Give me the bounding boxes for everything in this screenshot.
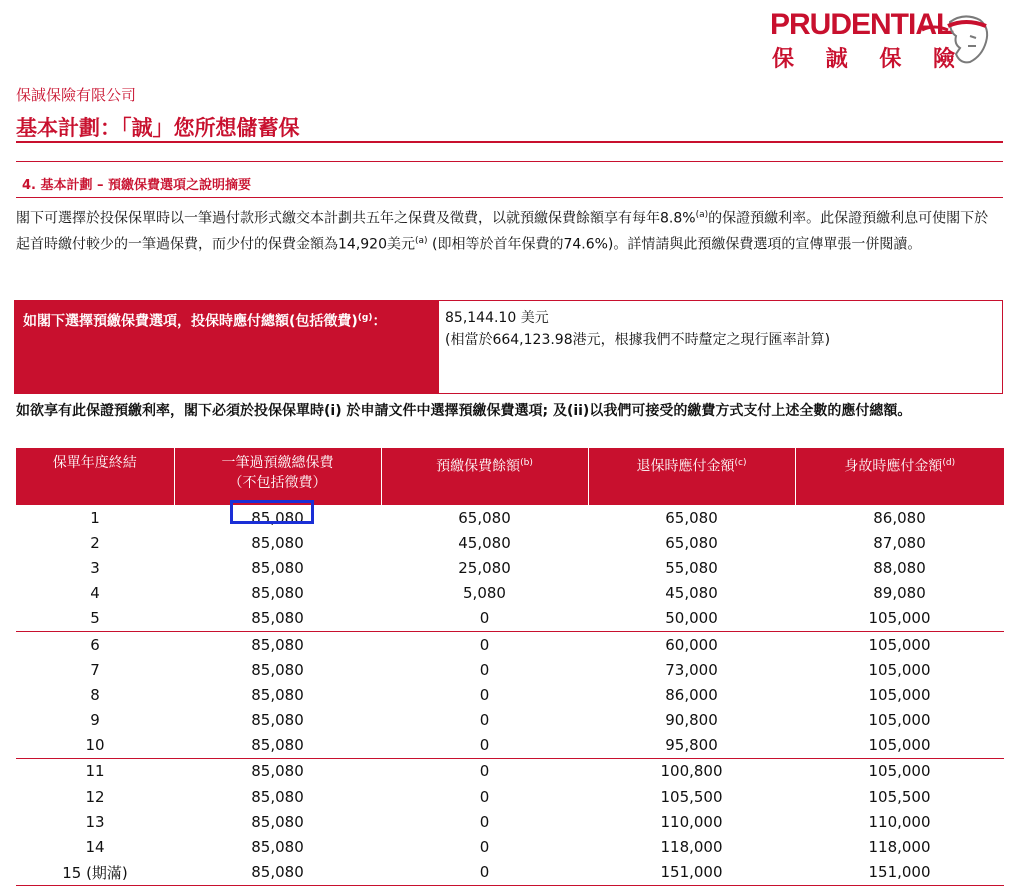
- table-cell: 105,000: [868, 685, 931, 704]
- table-row: [16, 581, 1004, 606]
- table-row: [16, 733, 1004, 759]
- table-cell: 55,080: [665, 558, 718, 577]
- table-cell: 105,000: [868, 762, 931, 781]
- table-cell: 0: [381, 860, 588, 886]
- table-cell: 85,080: [251, 787, 304, 806]
- table-cell: 10: [16, 733, 174, 759]
- table-cell: 14: [85, 838, 105, 857]
- table-cell: 110,000: [660, 812, 723, 831]
- table-cell: 87,080: [873, 533, 926, 552]
- table-row: [16, 657, 1004, 682]
- table-cell: 65,080: [665, 508, 718, 527]
- table-cell: 85,080: [251, 812, 304, 831]
- table-cell: 15 (期滿): [16, 860, 174, 886]
- table-cell: 0: [479, 660, 490, 679]
- table-row: [16, 834, 1004, 859]
- table-cell: 105,500: [660, 787, 723, 806]
- table-row: [16, 682, 1004, 707]
- table-row: [16, 631, 1004, 657]
- table-cell: 0: [381, 606, 588, 632]
- table-cell: 6: [90, 635, 100, 654]
- table-cell: 110,000: [868, 812, 931, 831]
- table-cell: 0: [479, 711, 490, 730]
- table-cell: 0: [479, 635, 490, 654]
- table-cell: 0: [479, 812, 490, 831]
- table-cell: 5,080: [463, 584, 506, 603]
- company-name: 保誠保險有限公司: [16, 86, 137, 104]
- table-cell: 85,080: [251, 711, 304, 730]
- column-header: 身故時應付金額$^{(d)}$: [795, 448, 1004, 505]
- table-cell: 7: [90, 660, 100, 679]
- table-cell: 8: [90, 685, 100, 704]
- total-payable-value: [445, 307, 830, 351]
- total-payable-box: [14, 300, 1003, 394]
- table-cell: 89,080: [873, 584, 926, 603]
- table-cell: 3: [90, 558, 100, 577]
- total-payable-label: 如閣下選擇預繳保費選項，投保時應付總額(包括徵費)$^{(g)}$：: [15, 301, 439, 393]
- summary-paragraph: 閣下可選擇於投保保單時以一筆過付款形式繳交本計劃共五年之保費及徵費，以就預繳保費餘額享有每年8.8%$^{(a)}$的保證預繳利率。此保證預繳利息可使閣下於起首時繳付較少的一筆過保費，而少付的保費金額為14,920美元$^{(a)}$ (即相等於首年保費的74.6%)。詳情請與此預繳保費選項的宣傳單張一併閱讀。: [16, 210, 989, 253]
- prudential-logo: [770, 8, 1010, 72]
- table-cell: 85,080: [251, 635, 304, 654]
- table-row: [16, 708, 1004, 733]
- table-row: [16, 530, 1004, 555]
- title-divider: [16, 141, 1003, 143]
- table-row: [16, 860, 1004, 886]
- table-cell: 0: [479, 762, 490, 781]
- column-header: 退保時應付金額$^{(c)}$: [588, 448, 795, 505]
- table-cell: 85,080: [251, 508, 304, 527]
- table-row: [16, 784, 1004, 809]
- highlight-box: [230, 500, 314, 524]
- table-cell: 65,080: [458, 508, 511, 527]
- section-top-rule: [16, 161, 1003, 162]
- logo-english: PRUDENTIAL: [770, 8, 954, 41]
- table-cell: 86,080: [873, 508, 926, 527]
- table-cell: 13: [85, 812, 105, 831]
- table-cell: 88,080: [873, 558, 926, 577]
- table-cell: 85,080: [251, 533, 304, 552]
- table-cell: 85,080: [251, 660, 304, 679]
- table-cell: 95,800: [588, 733, 795, 759]
- table-cell: 0: [479, 838, 490, 857]
- table-cell: 105,000: [795, 606, 1004, 632]
- table-cell: 45,080: [665, 584, 718, 603]
- section-title: 4. 基本計劃 – 預繳保費選項之說明摘要: [22, 178, 252, 193]
- table-row: [16, 555, 1004, 580]
- table-cell: 105,500: [868, 787, 931, 806]
- table-cell: 9: [90, 711, 100, 730]
- table-cell: 151,000: [588, 860, 795, 886]
- prudence-head-icon: [920, 8, 1000, 68]
- table-row: [16, 505, 1004, 530]
- table-cell: 0: [479, 787, 490, 806]
- table-cell: 85,080: [174, 860, 381, 886]
- total-amount-usd: 85,144.10 美元: [445, 310, 549, 326]
- eligibility-notice: 如欲享有此保證預繳利率，閣下必須於投保保單時(i) 於申請文件中選擇預繳保費選項; 及(ii)以我們可接受的繳費方式支付上述全數的應付總額。: [16, 403, 912, 419]
- column-header: 預繳保費餘額$^{(b)}$: [381, 448, 588, 505]
- table-cell: 0: [479, 685, 490, 704]
- logo-chinese: 保 誠 保 險: [772, 47, 967, 72]
- table-cell: 5: [16, 606, 174, 632]
- table-cell: 151,000: [795, 860, 1004, 886]
- table-cell: 25,080: [458, 558, 511, 577]
- table-cell: 12: [85, 787, 105, 806]
- table-cell: 45,080: [458, 533, 511, 552]
- table-cell: 11: [85, 762, 105, 781]
- table-cell: 73,000: [665, 660, 718, 679]
- table-cell: 4: [90, 584, 100, 603]
- table-cell: 105,000: [868, 660, 931, 679]
- table-cell: 85,080: [174, 606, 381, 632]
- table-cell: 50,000: [588, 606, 795, 632]
- prepayment-table: [16, 448, 1004, 886]
- section-bottom-rule: [16, 197, 1003, 198]
- table-row: [16, 758, 1004, 784]
- table-cell: 86,000: [665, 685, 718, 704]
- column-header: 一筆過預繳總保費 （不包括徵費）: [174, 448, 381, 505]
- table-cell: 105,000: [868, 635, 931, 654]
- table-cell: 105,000: [795, 733, 1004, 759]
- table-cell: 85,080: [251, 838, 304, 857]
- table-cell: 118,000: [868, 838, 931, 857]
- table-cell: 85,080: [251, 558, 304, 577]
- column-header: 保單年度終結: [16, 448, 174, 505]
- table-row: [16, 809, 1004, 834]
- table-cell: 0: [381, 733, 588, 759]
- table-cell: 85,080: [251, 762, 304, 781]
- table-cell: 85,080: [251, 584, 304, 603]
- plan-title: 基本計劃：「誠」您所想儲蓄保: [16, 116, 300, 140]
- table-cell: 85,080: [251, 685, 304, 704]
- table-cell: 65,080: [665, 533, 718, 552]
- total-amount-hkd-note: (相當於664,123.98港元，根據我們不時釐定之現行匯率計算): [445, 332, 831, 348]
- table-row: [16, 606, 1004, 632]
- table-cell: 1: [90, 508, 100, 527]
- table-cell: 105,000: [868, 711, 931, 730]
- table-cell: 90,800: [665, 711, 718, 730]
- table-cell: 118,000: [660, 838, 723, 857]
- table-cell: 60,000: [665, 635, 718, 654]
- table-cell: 2: [90, 533, 100, 552]
- table-cell: 85,080: [174, 733, 381, 759]
- table-cell: 100,800: [660, 762, 723, 781]
